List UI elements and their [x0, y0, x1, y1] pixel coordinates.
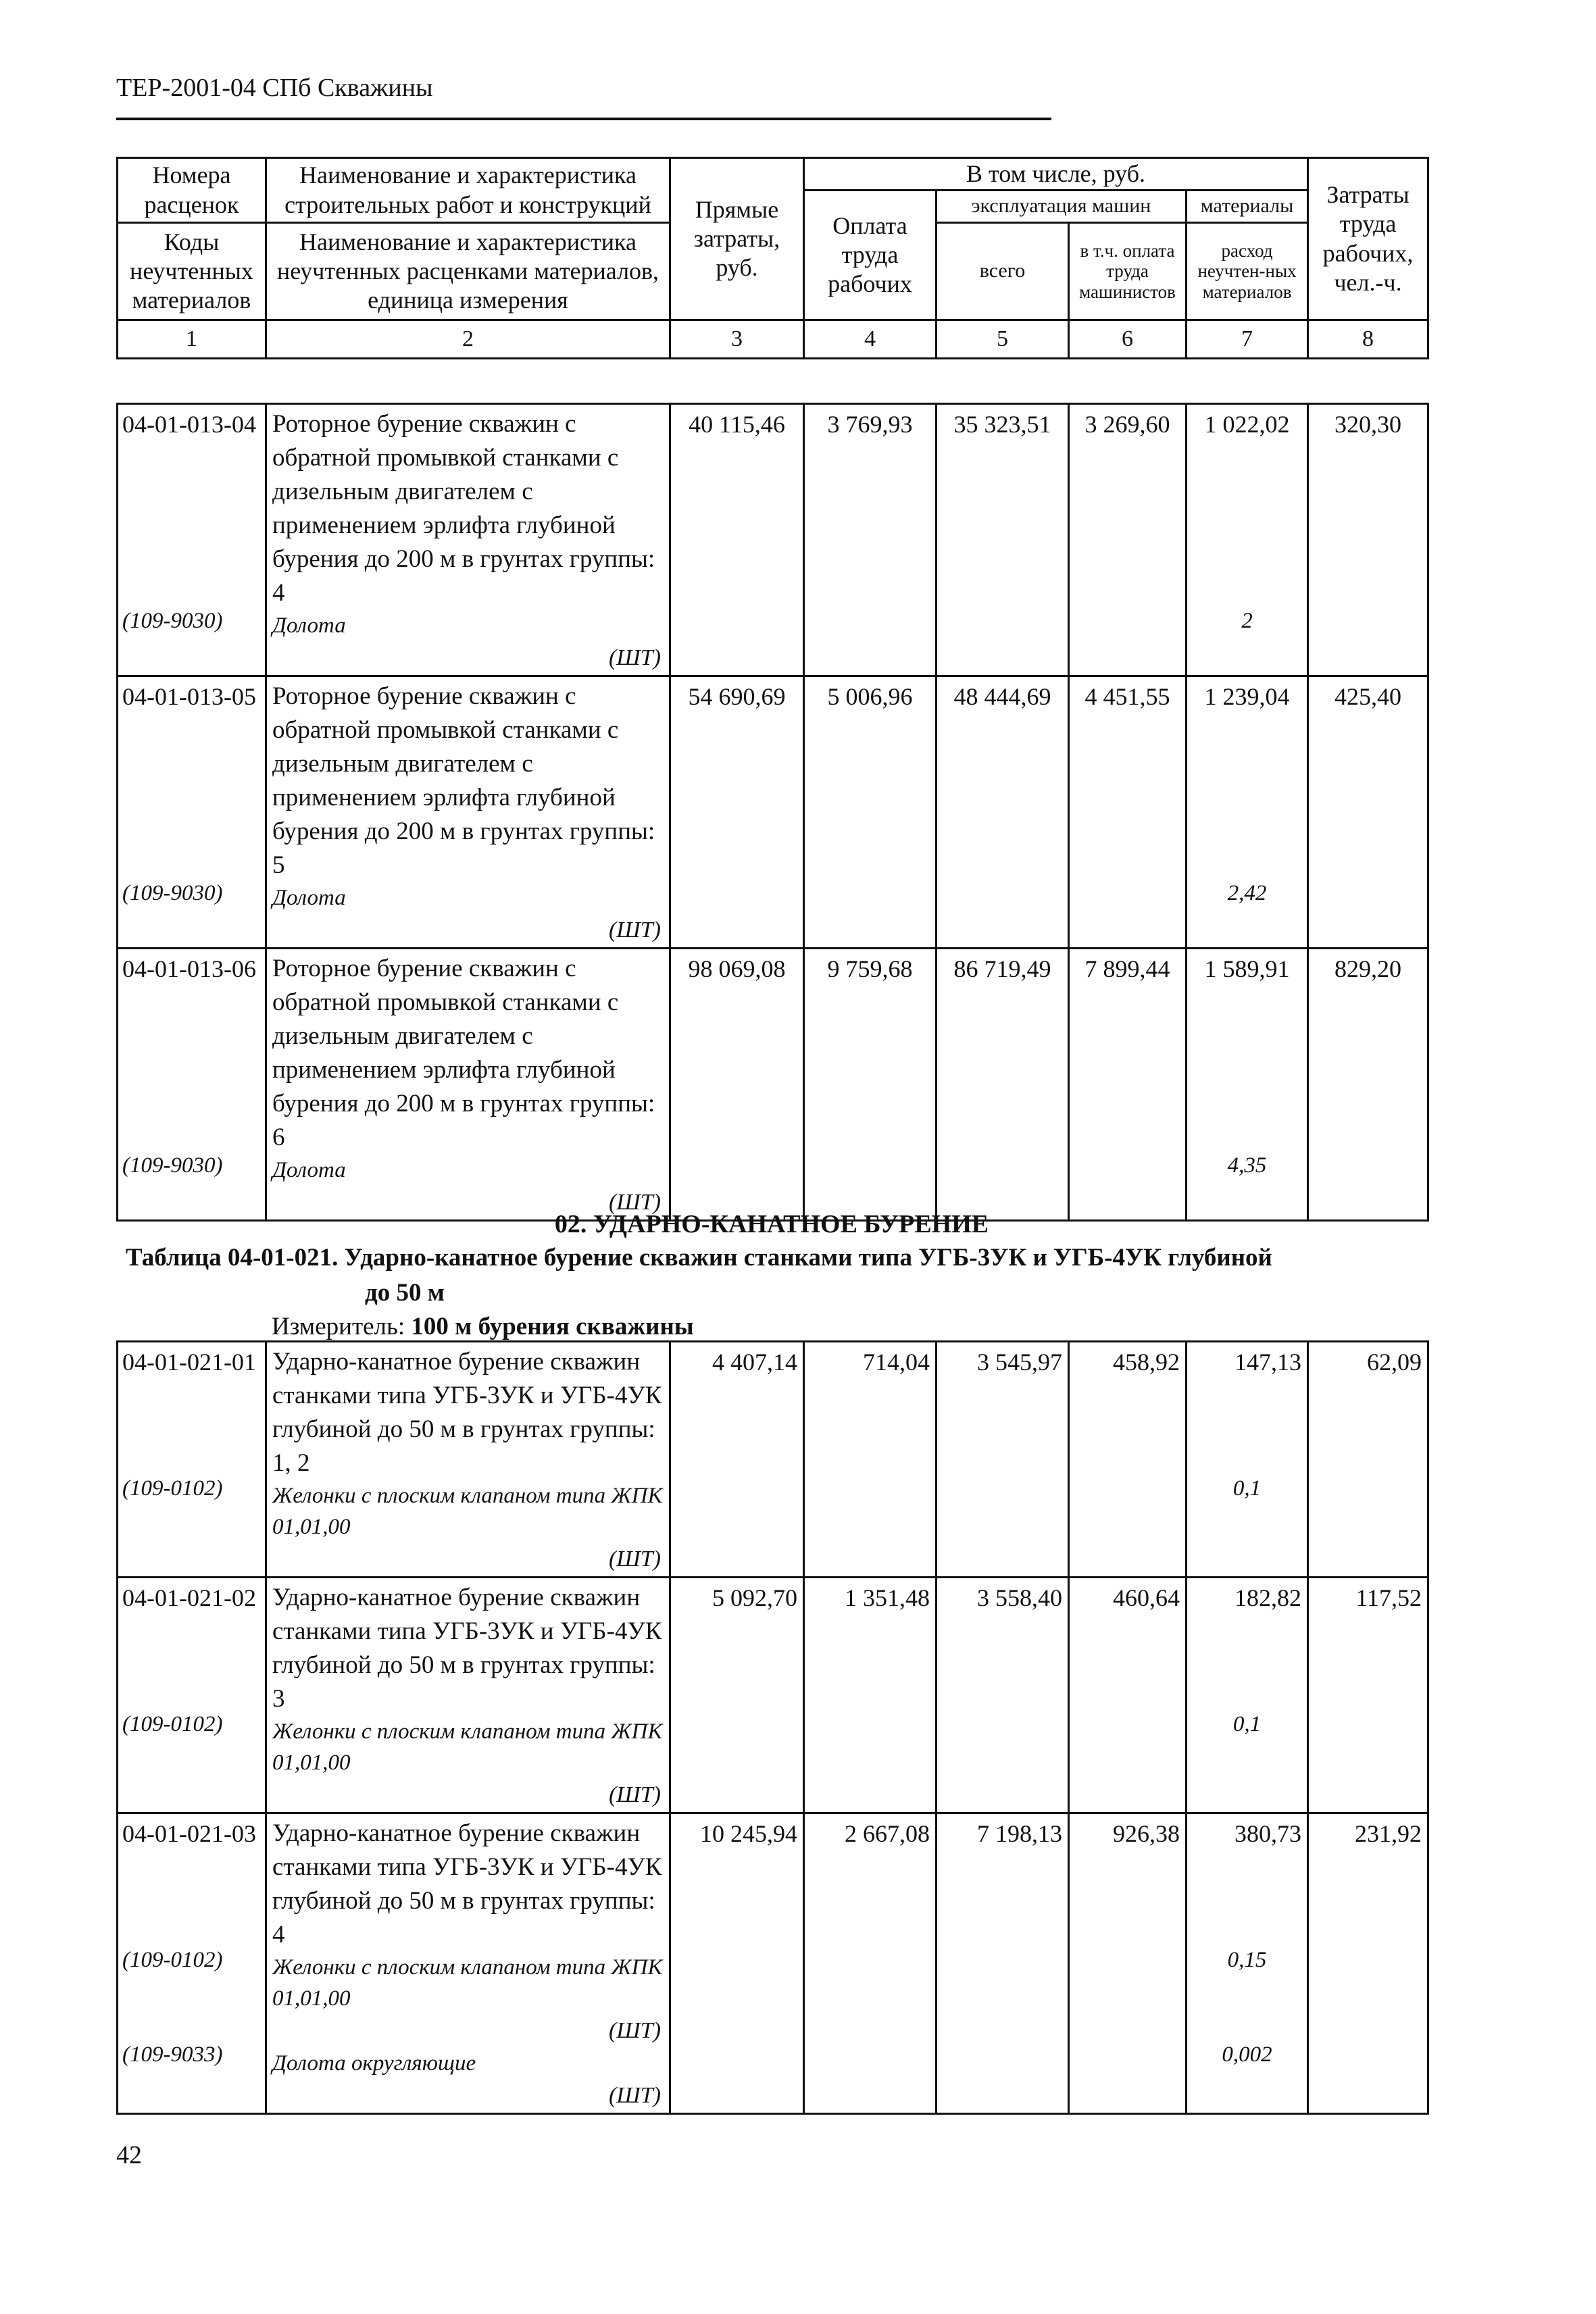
labor-hours: 320,30 [1308, 404, 1428, 676]
worker-pay: 9 759,68 [804, 949, 937, 1221]
rate-code: 04-01-013-05 [122, 683, 256, 710]
header-direct-costs: Прямые затраты, руб. [670, 158, 804, 320]
labor-hours: 425,40 [1308, 676, 1428, 949]
materials-cell [1187, 1342, 1308, 1578]
rate-description: Роторное бурение скважин с обратной промывкой станками с дизельным двигателем с применением эрлифта глубиной бурения до 200 м в грунтах группы: 6 [272, 955, 655, 1151]
measure-value: 100 м бурения скважины [411, 1313, 694, 1340]
operators-pay: 458,92 [1069, 1342, 1187, 1578]
materials-cost: 1 022,02 [1204, 411, 1290, 438]
header-machines-total: всего [937, 223, 1069, 320]
rate-description-cell [266, 1813, 670, 2114]
table-row [118, 1813, 1428, 2114]
worker-pay: 3 769,93 [804, 404, 937, 676]
rate-description: Роторное бурение скважин с обратной промывкой станками с дизельным двигателем с применением эрлифта глубиной бурения до 200 м в грунтах группы: 5 [272, 682, 655, 879]
column-number: 2 [266, 320, 670, 359]
materials-cost: 380,73 [1235, 1820, 1301, 1847]
rate-description: Ударно-канатное бурение скважин станками типа УГБ-3УК и УГБ-4УК глубиной до 50 м в грунтах группы: 3 [272, 1584, 662, 1713]
worker-pay: 1 351,48 [804, 1578, 937, 1813]
material-qty: 0,002 [1222, 2042, 1272, 2067]
material-code: (109-9033) [122, 2042, 223, 2067]
rate-description-cell [266, 676, 670, 949]
table-row [118, 404, 1428, 676]
header-operators-pay: в т.ч. оплата труда машинистов [1069, 223, 1187, 320]
direct-costs: 40 115,46 [670, 404, 804, 676]
materials-cost: 182,82 [1235, 1584, 1301, 1611]
material-name: Долота округляющие [272, 2051, 476, 2076]
direct-costs: 54 690,69 [670, 676, 804, 949]
material-code: (109-9030) [122, 881, 223, 905]
measure-line [272, 1312, 694, 1341]
table-row [118, 949, 1428, 1221]
direct-costs: 5 092,70 [670, 1578, 804, 1813]
material-unit: (ШТ) [608, 2083, 661, 2108]
column-number: 5 [937, 320, 1069, 359]
labor-hours: 62,09 [1308, 1342, 1428, 1578]
material-unit: (ШТ) [608, 1190, 661, 1215]
header-materials: материалы [1187, 191, 1308, 223]
material-unit: (ШТ) [608, 1546, 661, 1571]
rate-code-cell [118, 1342, 266, 1578]
material-code: (109-0102) [122, 1948, 223, 1972]
material-qty: 0,1 [1232, 1712, 1262, 1736]
materials-cell [1187, 1813, 1308, 2114]
header-material-names: Наименование и характеристика неучтенных расценками материалов, единица измерения [266, 223, 670, 320]
material-unit: (ШТ) [608, 1782, 661, 1807]
header-including: В том числе, руб. [804, 158, 1308, 191]
column-number: 6 [1069, 320, 1187, 359]
materials-cost: 147,13 [1235, 1349, 1301, 1376]
rate-code-cell [118, 1578, 266, 1813]
machines-total: 86 719,49 [937, 949, 1069, 1221]
header-worker-pay: Оплата труда рабочих [804, 191, 937, 320]
column-number: 7 [1187, 320, 1308, 359]
rate-code-cell [118, 404, 266, 676]
section-heading: 02. УДАРНО-КАНАТНОЕ БУРЕНИЕ [554, 1210, 989, 1238]
material-name: Желонки с плоским клапаном типа ЖПК 01,01,00 [272, 1955, 663, 2011]
worker-pay: 5 006,96 [804, 676, 937, 949]
header-labor-hours: Затраты труда рабочих, чел.-ч. [1308, 158, 1428, 320]
materials-cell [1187, 949, 1308, 1221]
table-row [118, 1342, 1428, 1578]
materials-cell [1187, 1578, 1308, 1813]
material-unit: (ШТ) [608, 2018, 661, 2043]
rate-description: Ударно-канатное бурение скважин станками типа УГБ-3УК и УГБ-4УК глубиной до 50 м в грунтах группы: 4 [272, 1819, 662, 1948]
material-unit: (ШТ) [608, 645, 661, 670]
header-material-codes: Коды неучтенных материалов [118, 223, 266, 320]
rate-code: 04-01-021-03 [122, 1820, 256, 1847]
direct-costs: 98 069,08 [670, 949, 804, 1221]
header-table [116, 157, 1429, 359]
document-title: ТЕР-2001-04 СПб Скважины [116, 74, 433, 102]
labor-hours: 829,20 [1308, 949, 1428, 1221]
rate-code-cell [118, 949, 266, 1221]
machines-total: 48 444,69 [937, 676, 1069, 949]
rate-code: 04-01-021-01 [122, 1349, 256, 1376]
material-qty: 0,15 [1227, 1948, 1267, 1972]
material-qty: 4,35 [1227, 1153, 1267, 1178]
rate-code-cell [118, 676, 266, 949]
materials-cost: 1 589,91 [1204, 955, 1290, 982]
operators-pay: 7 899,44 [1069, 949, 1187, 1221]
material-code: (109-9030) [122, 609, 223, 633]
table-caption: Таблица 04-01-021. Ударно-канатное бурение скважин станками типа УГБ-3УК и УГБ-4УК глубиной [126, 1244, 1272, 1272]
rate-description-cell [266, 949, 670, 1221]
material-unit: (ШТ) [608, 917, 661, 942]
machines-total: 3 545,97 [937, 1342, 1069, 1578]
page-number: 42 [116, 2141, 142, 2169]
rate-description-cell [266, 404, 670, 676]
machines-total: 3 558,40 [937, 1578, 1069, 1813]
direct-costs: 10 245,94 [670, 1813, 804, 2114]
operators-pay: 4 451,55 [1069, 676, 1187, 949]
material-name: Желонки с плоским клапаном типа ЖПК 01,01,00 [272, 1719, 663, 1775]
rate-description-cell [266, 1342, 670, 1578]
column-number: 4 [804, 320, 937, 359]
header-rate-number: Номера расценок [118, 158, 266, 223]
labor-hours: 231,92 [1308, 1813, 1428, 2114]
material-code: (109-9030) [122, 1153, 223, 1178]
material-qty: 2 [1241, 609, 1253, 633]
materials-cell [1187, 676, 1308, 949]
materials-cost: 1 239,04 [1204, 683, 1290, 710]
material-code: (109-0102) [122, 1712, 223, 1736]
material-code: (109-0102) [122, 1476, 223, 1501]
rate-description: Роторное бурение скважин с обратной промывкой станками с дизельным двигателем с применением эрлифта глубиной бурения до 200 м в грунтах группы: 4 [272, 410, 655, 607]
rate-code: 04-01-013-04 [122, 411, 256, 438]
column-number: 8 [1308, 320, 1428, 359]
material-name: Долота [272, 886, 346, 910]
rate-description-cell [266, 1578, 670, 1813]
material-name: Желонки с плоским клапаном типа ЖПК 01,01,00 [272, 1484, 663, 1539]
column-number: 3 [670, 320, 804, 359]
rates-table-percussion [116, 1340, 1429, 2115]
material-qty: 2,42 [1227, 881, 1267, 905]
table-row [118, 676, 1428, 949]
rate-code: 04-01-021-02 [122, 1584, 256, 1611]
machines-total: 7 198,13 [937, 1813, 1069, 2114]
operators-pay: 926,38 [1069, 1813, 1187, 2114]
operators-pay: 3 269,60 [1069, 404, 1187, 676]
rate-code: 04-01-013-06 [122, 955, 256, 982]
machines-total: 35 323,51 [937, 404, 1069, 676]
rate-code-cell [118, 1813, 266, 2114]
title-rule [116, 118, 1051, 120]
direct-costs: 4 407,14 [670, 1342, 804, 1578]
table-row [118, 1578, 1428, 1813]
material-name: Долота [272, 613, 346, 638]
measure-label: Измеритель: [272, 1313, 405, 1340]
material-qty: 0,1 [1232, 1476, 1262, 1501]
material-name: Долота [272, 1158, 346, 1182]
rates-table-rotary [116, 403, 1429, 1222]
header-work-name: Наименование и характеристика строительных работ и конструкций [266, 158, 670, 223]
header-unaccounted-materials: расход неучтен-ных материалов [1187, 223, 1308, 320]
rate-description: Ударно-канатное бурение скважин станками типа УГБ-3УК и УГБ-4УК глубиной до 50 м в грунтах группы: 1, 2 [272, 1348, 662, 1477]
operators-pay: 460,64 [1069, 1578, 1187, 1813]
header-machines: эксплуатация машин [937, 191, 1187, 223]
labor-hours: 117,52 [1308, 1578, 1428, 1813]
worker-pay: 2 667,08 [804, 1813, 937, 2114]
table-caption-continuation: до 50 м [365, 1279, 445, 1307]
column-number: 1 [118, 320, 266, 359]
materials-cell [1187, 404, 1308, 676]
worker-pay: 714,04 [804, 1342, 937, 1578]
